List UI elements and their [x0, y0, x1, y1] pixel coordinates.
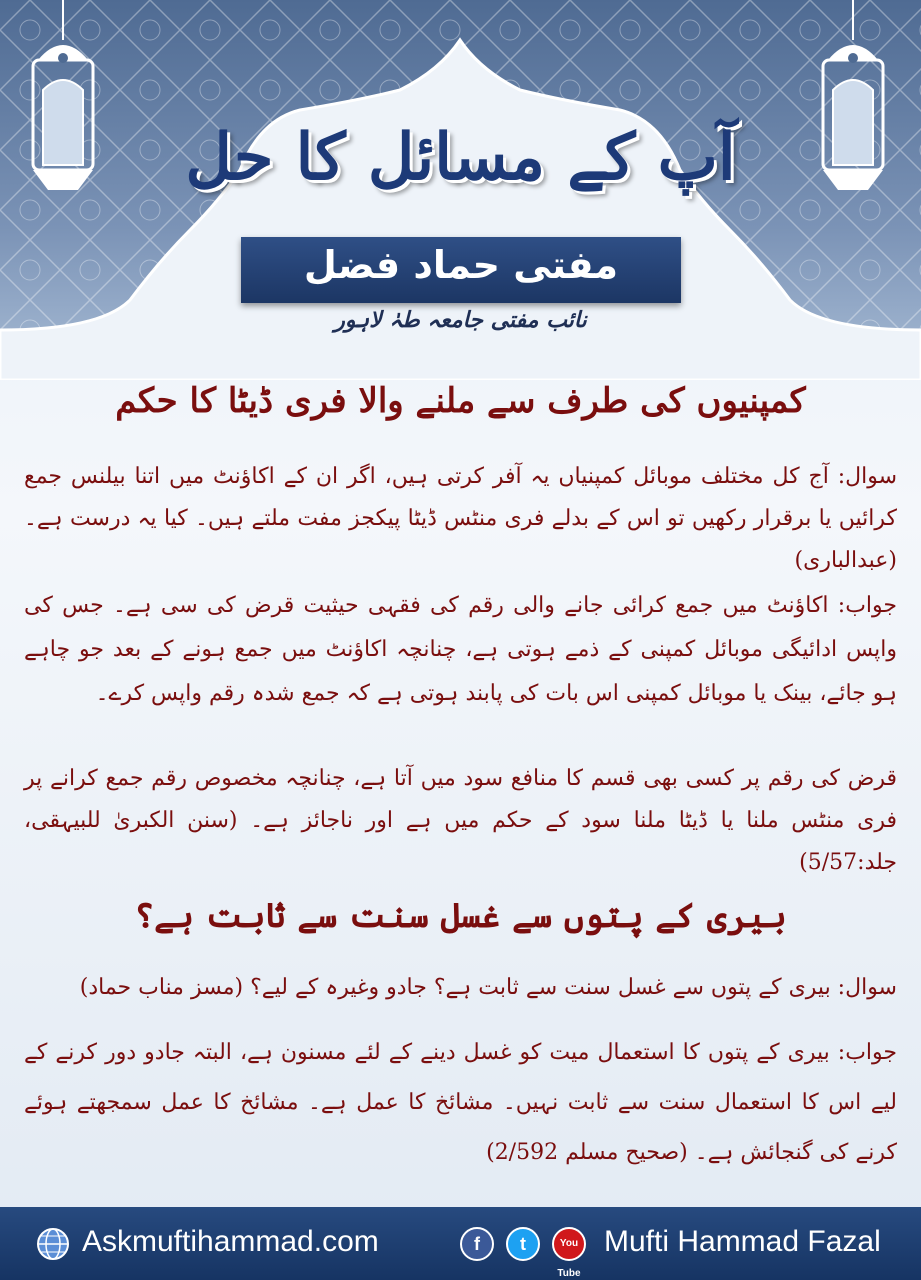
footer-bar: [0, 1207, 921, 1280]
article2-heading: بیری کے پتوں سے غسل سنت سے ثابت ہے؟: [134, 896, 787, 936]
channel-name: Mufti Hammad Fazal: [604, 1225, 881, 1258]
globe-icon: [36, 1227, 70, 1261]
author-banner: [241, 237, 681, 303]
author-name: مفتی حماد فضل: [303, 243, 619, 287]
author-subtitle: نائب مفتی جامعہ طہٰ لاہور: [334, 308, 587, 333]
article1-heading: کمپنیوں کی طرف سے ملنے والا فری ڈیٹا کا حکم: [115, 381, 806, 421]
twitter-icon[interactable]: t: [506, 1227, 540, 1261]
website-link[interactable]: Askmuftihammad.com: [82, 1225, 379, 1258]
article2-answer: جواب: بیری کے پتوں کا استعمال میت کو غسل دینے کے لئے مسنون ہے، البتہ جادو دور کرنے کے لیے اس کا استعمال سنت سے ثابت نہیں۔ مشائخ کا عمل ہے۔ مشائخ کا عمل سمجھتے ہوئے کرنے کی گنجائش ہے۔ (صحیح مسلم 2/592): [24, 1040, 897, 1165]
header-band: [0, 0, 921, 380]
article1-answer-1: جواب: اکاؤنٹ میں جمع کرائی جانے والی رقم کی فقہی حیثیت قرض کی سی ہے۔ جس کی واپس ادائیگی موبائل کمپنی کے ذمے ہوتی ہے، چنانچہ اکاؤنٹ میں جمع ہونے کے بعد جو چاہے ہو جائے، بینک یا موبائل کمپنی اس بات کی پابند ہوتی ہے کہ جمع شدہ رقم واپس کرے۔: [24, 593, 897, 706]
article2-question: سوال: بیری کے پتوں سے غسل سنت سے ثابت ہے؟ جادو وغیرہ کے لیے؟ (مسز مناب حماد): [79, 975, 897, 1000]
facebook-icon[interactable]: f: [460, 1227, 494, 1261]
article1-answer-2: قرض کی رقم پر کسی بھی قسم کا منافع سود میں آتا ہے، چنانچہ مخصوص رقم جمع کرانے پر فری منٹس ملنا یا ڈیٹا ملنا سود کے حکم میں ہے اور ناجائز ہے۔ (سنن الکبریٰ للبیہقی، جلد:5/57): [24, 766, 897, 875]
page-title: آپ کے مسائل کا حل: [185, 120, 736, 195]
youtube-icon[interactable]: You Tube: [552, 1227, 586, 1261]
article1-question: سوال: آج کل مختلف موبائل کمپنیاں یہ آفر کرتی ہیں، اگر ان کے اکاؤنٹ میں اتنا بیلنس جمع کرائیں یا برقرار رکھیں تو اس کے بدلے فری منٹس ڈیٹا پیکجز مفت ملتے ہیں۔ کیا یہ درست ہے۔ (عبدالباری): [24, 464, 897, 573]
